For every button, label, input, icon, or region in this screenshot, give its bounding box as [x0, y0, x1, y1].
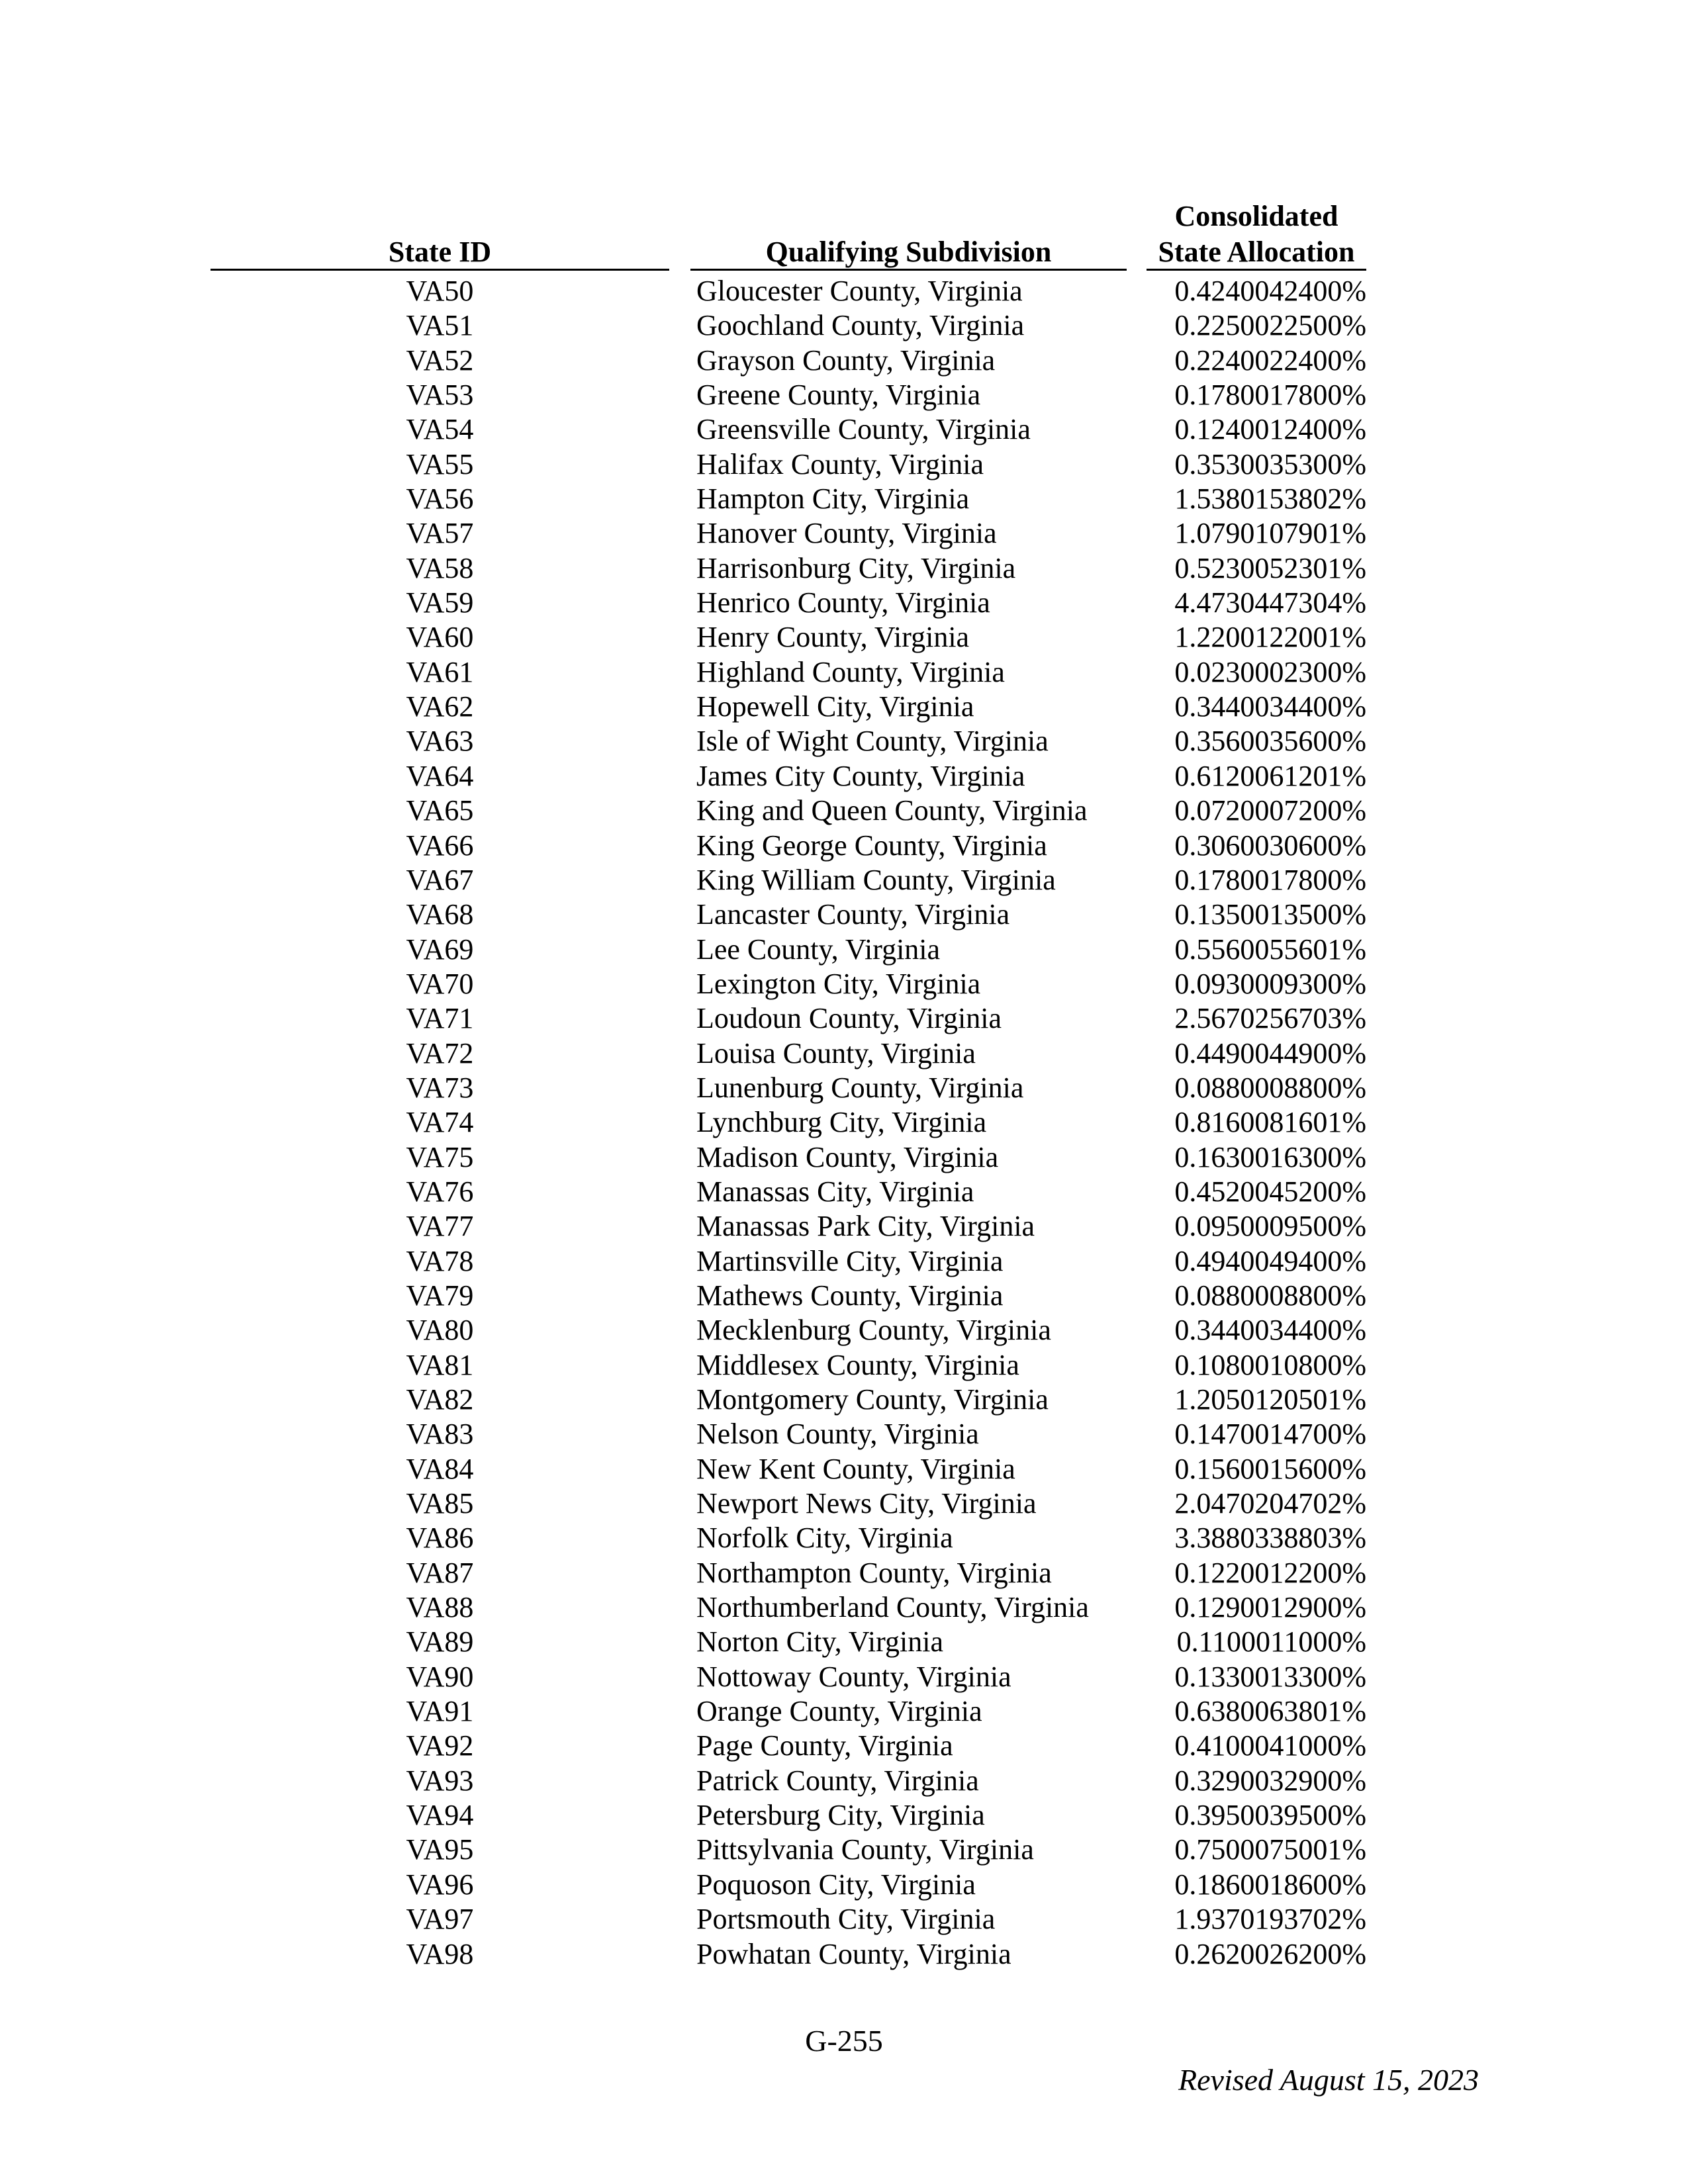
state-id-cell: VA87: [406, 1556, 474, 1589]
state-id-cell: VA59: [406, 586, 474, 619]
state-id-cell: VA86: [406, 1522, 474, 1555]
allocation-cell: 0.0720007200%: [1174, 794, 1366, 827]
table-row: [0, 1313, 1688, 1347]
state-id-cell: VA68: [406, 898, 474, 931]
allocation-cell: 0.1780017800%: [1174, 863, 1366, 896]
allocation-cell: 0.1100011000%: [1176, 1625, 1366, 1659]
state-id-cell: VA65: [406, 794, 474, 827]
allocation-cell: 0.1330013300%: [1174, 1660, 1366, 1693]
allocation-cell: 3.3880338803%: [1174, 1522, 1366, 1555]
allocation-cell: 0.3560035600%: [1174, 725, 1366, 758]
subdivision-cell: Madison County, Virginia: [696, 1140, 999, 1173]
state-id-cell: VA50: [406, 275, 474, 307]
allocation-cell: 4.4730447304%: [1174, 586, 1366, 619]
allocation-cell: 0.1080010800%: [1174, 1348, 1366, 1381]
table-body: [0, 274, 1688, 1972]
table-header: [0, 195, 1688, 274]
subdivision-cell: Lancaster County, Virginia: [696, 898, 1010, 931]
table-row: [0, 1001, 1688, 1036]
header-qualifying-subdivision: [690, 234, 1127, 270]
allocation-cell: 1.2200122001%: [1174, 621, 1366, 654]
allocation-cell: 0.3290032900%: [1174, 1764, 1366, 1797]
allocation-cell: 0.7500075001%: [1174, 1833, 1366, 1866]
subdivision-cell: Mathews County, Virginia: [696, 1279, 1004, 1312]
table-row: [0, 1521, 1688, 1555]
subdivision-cell: Greensville County, Virginia: [696, 413, 1031, 446]
header-rule-allocation: [1147, 269, 1366, 271]
state-id-cell: VA82: [406, 1383, 474, 1416]
header-allocation-line2: State Allocation: [1158, 236, 1355, 268]
state-id-cell: VA71: [406, 1002, 474, 1035]
allocation-cell: 0.3440034400%: [1174, 1314, 1366, 1347]
state-id-cell: VA91: [406, 1695, 474, 1728]
subdivision-cell: Lexington City, Virginia: [696, 967, 981, 1000]
table-row: [0, 1486, 1688, 1521]
allocation-cell: 1.9370193702%: [1174, 1903, 1366, 1936]
subdivision-cell: Pittsylvania County, Virginia: [696, 1833, 1034, 1866]
subdivision-cell: Mecklenburg County, Virginia: [696, 1314, 1051, 1347]
subdivision-cell: King and Queen County, Virginia: [696, 794, 1088, 827]
state-id-cell: VA76: [406, 1175, 474, 1208]
table-row: [0, 343, 1688, 378]
allocation-cell: 0.4490044900%: [1174, 1036, 1366, 1069]
state-id-cell: VA80: [406, 1314, 474, 1347]
allocation-cell: 2.5670256703%: [1174, 1002, 1366, 1035]
allocation-cell: 2.0470204702%: [1174, 1487, 1366, 1520]
state-id-cell: VA77: [406, 1210, 474, 1243]
table-row: [0, 1590, 1688, 1625]
allocation-cell: 0.2620026200%: [1174, 1937, 1366, 1970]
table-row: [0, 1764, 1688, 1798]
table-row: [0, 1833, 1688, 1867]
state-id-cell: VA67: [406, 863, 474, 896]
subdivision-cell: Halifax County, Virginia: [696, 447, 984, 480]
allocation-cell: 0.1470014700%: [1174, 1418, 1366, 1451]
allocation-cell: 0.5230052301%: [1174, 551, 1366, 584]
table-row: [0, 1417, 1688, 1451]
state-id-cell: VA53: [406, 379, 474, 412]
allocation-cell: 0.1860018600%: [1174, 1868, 1366, 1901]
header-rule-subdivision: [690, 269, 1127, 271]
subdivision-cell: Greene County, Virginia: [696, 379, 981, 412]
allocation-cell: 0.3950039500%: [1174, 1799, 1366, 1832]
state-id-cell: VA66: [406, 829, 474, 862]
table-row: [0, 274, 1688, 308]
state-id-cell: VA95: [406, 1833, 474, 1866]
state-id-cell: VA88: [406, 1591, 474, 1624]
subdivision-cell: Petersburg City, Virginia: [696, 1799, 985, 1832]
state-id-cell: VA93: [406, 1764, 474, 1797]
table-row: [0, 863, 1688, 897]
state-id-cell: VA81: [406, 1348, 474, 1381]
allocation-cell: 1.5380153802%: [1174, 482, 1366, 516]
table-row: [0, 1348, 1688, 1383]
table-row: [0, 759, 1688, 794]
allocation-cell: 0.2240022400%: [1174, 343, 1366, 377]
header-state-id: [211, 234, 669, 270]
state-id-cell: VA73: [406, 1071, 474, 1104]
subdivision-cell: Norfolk City, Virginia: [696, 1522, 953, 1555]
allocation-cell: 0.6380063801%: [1174, 1695, 1366, 1728]
table-row: [0, 620, 1688, 655]
table-row: [0, 1244, 1688, 1279]
table-row: [0, 1105, 1688, 1140]
table-row: [0, 933, 1688, 967]
allocation-cell: 0.3440034400%: [1174, 690, 1366, 723]
state-id-cell: VA70: [406, 967, 474, 1000]
state-id-cell: VA85: [406, 1487, 474, 1520]
table-row: [0, 1452, 1688, 1486]
table-row: [0, 1660, 1688, 1694]
table-row: [0, 1625, 1688, 1659]
state-id-cell: VA63: [406, 725, 474, 758]
subdivision-cell: Lunenburg County, Virginia: [696, 1071, 1024, 1104]
subdivision-cell: Lynchburg City, Virginia: [696, 1106, 987, 1139]
state-id-cell: VA92: [406, 1729, 474, 1762]
state-id-cell: VA64: [406, 759, 474, 792]
table-row: [0, 482, 1688, 516]
allocation-cell: 0.4100041000%: [1174, 1729, 1366, 1762]
state-id-cell: VA61: [406, 655, 474, 688]
allocation-cell: 0.1350013500%: [1174, 898, 1366, 931]
header-state-id-label: State ID: [388, 236, 492, 268]
subdivision-cell: Isle of Wight County, Virginia: [696, 725, 1049, 758]
subdivision-cell: Montgomery County, Virginia: [696, 1383, 1049, 1416]
subdivision-cell: King George County, Virginia: [696, 829, 1047, 862]
table-row: [0, 1071, 1688, 1105]
table-row: [0, 447, 1688, 482]
subdivision-cell: Manassas City, Virginia: [696, 1175, 974, 1208]
subdivision-cell: Nelson County, Virginia: [696, 1418, 979, 1451]
subdivision-cell: Hampton City, Virginia: [696, 482, 970, 516]
state-id-cell: VA78: [406, 1244, 474, 1277]
state-id-cell: VA83: [406, 1418, 474, 1451]
table-row: [0, 1902, 1688, 1936]
state-id-cell: VA97: [406, 1903, 474, 1936]
table-row: [0, 586, 1688, 620]
subdivision-cell: Patrick County, Virginia: [696, 1764, 979, 1797]
allocation-cell: 1.0790107901%: [1174, 517, 1366, 550]
allocation-cell: 0.2250022500%: [1174, 309, 1366, 342]
subdivision-cell: Powhatan County, Virginia: [696, 1937, 1011, 1970]
state-id-cell: VA96: [406, 1868, 474, 1901]
allocation-cell: 0.4520045200%: [1174, 1175, 1366, 1208]
state-id-cell: VA79: [406, 1279, 474, 1312]
subdivision-cell: Poquoson City, Virginia: [696, 1868, 976, 1901]
state-id-cell: VA58: [406, 551, 474, 584]
subdivision-cell: Grayson County, Virginia: [696, 343, 996, 377]
table-row: [0, 724, 1688, 758]
state-id-cell: VA75: [406, 1140, 474, 1173]
header-rule-state-id: [211, 269, 669, 271]
table-row: [0, 829, 1688, 863]
table-row: [0, 516, 1688, 551]
subdivision-cell: Portsmouth City, Virginia: [696, 1903, 996, 1936]
subdivision-cell: New Kent County, Virginia: [696, 1452, 1015, 1485]
state-id-cell: VA60: [406, 621, 474, 654]
table-row: [0, 655, 1688, 690]
allocation-cell: 0.1240012400%: [1174, 413, 1366, 446]
table-row: [0, 551, 1688, 586]
state-id-cell: VA94: [406, 1799, 474, 1832]
state-id-cell: VA72: [406, 1036, 474, 1069]
table-row: [0, 1729, 1688, 1763]
state-id-cell: VA57: [406, 517, 474, 550]
allocation-cell: 0.1780017800%: [1174, 379, 1366, 412]
state-id-cell: VA62: [406, 690, 474, 723]
allocation-cell: 0.4240042400%: [1174, 275, 1366, 307]
allocation-cell: 0.6120061201%: [1174, 759, 1366, 792]
subdivision-cell: Louisa County, Virginia: [696, 1036, 976, 1069]
subdivision-cell: Harrisonburg City, Virginia: [696, 551, 1016, 584]
state-id-cell: VA55: [406, 447, 474, 480]
state-id-cell: VA54: [406, 413, 474, 446]
page-number: G-255: [805, 2024, 883, 2058]
state-id-cell: VA98: [406, 1937, 474, 1970]
revision-date: Revised August 15, 2023: [1178, 2063, 1479, 2097]
allocation-cell: 1.2050120501%: [1174, 1383, 1366, 1416]
subdivision-cell: Hopewell City, Virginia: [696, 690, 974, 723]
allocation-cell: 0.4940049400%: [1174, 1244, 1366, 1277]
allocation-cell: 0.1290012900%: [1174, 1591, 1366, 1624]
state-id-cell: VA74: [406, 1106, 474, 1139]
table-row: [0, 1868, 1688, 1902]
allocation-cell: 0.3530035300%: [1174, 447, 1366, 480]
subdivision-cell: Highland County, Virginia: [696, 655, 1005, 688]
allocation-cell: 0.1220012200%: [1174, 1556, 1366, 1589]
subdivision-cell: Loudoun County, Virginia: [696, 1002, 1002, 1035]
allocation-cell: 0.0230002300%: [1174, 655, 1366, 688]
subdivision-cell: Northampton County, Virginia: [696, 1556, 1052, 1589]
table-row: [0, 412, 1688, 447]
subdivision-cell: Lee County, Virginia: [696, 933, 941, 966]
subdivision-cell: James City County, Virginia: [696, 759, 1025, 792]
subdivision-cell: Northumberland County, Virginia: [696, 1591, 1089, 1624]
subdivision-cell: Nottoway County, Virginia: [696, 1660, 1011, 1693]
subdivision-cell: Henrico County, Virginia: [696, 586, 990, 619]
subdivision-cell: Page County, Virginia: [696, 1729, 953, 1762]
allocation-cell: 0.5560055601%: [1174, 933, 1366, 966]
subdivision-cell: Martinsville City, Virginia: [696, 1244, 1004, 1277]
allocation-cell: 0.1630016300%: [1174, 1140, 1366, 1173]
subdivision-cell: Gloucester County, Virginia: [696, 275, 1023, 307]
state-id-cell: VA52: [406, 343, 474, 377]
subdivision-cell: Goochland County, Virginia: [696, 309, 1025, 342]
subdivision-cell: Newport News City, Virginia: [696, 1487, 1037, 1520]
table-row: [0, 1279, 1688, 1313]
state-id-cell: VA84: [406, 1452, 474, 1485]
allocation-cell: 0.8160081601%: [1174, 1106, 1366, 1139]
table-row: [0, 1140, 1688, 1175]
allocation-cell: 0.1560015600%: [1174, 1452, 1366, 1485]
state-id-cell: VA89: [406, 1625, 474, 1659]
subdivision-cell: Henry County, Virginia: [696, 621, 970, 654]
allocation-cell: 0.0930009300%: [1174, 967, 1366, 1000]
subdivision-cell: Middlesex County, Virginia: [696, 1348, 1019, 1381]
table-row: [0, 794, 1688, 828]
subdivision-cell: Orange County, Virginia: [696, 1695, 982, 1728]
subdivision-cell: Hanover County, Virginia: [696, 517, 997, 550]
table-row: [0, 1383, 1688, 1417]
state-id-cell: VA90: [406, 1660, 474, 1693]
table-row: [0, 1694, 1688, 1729]
allocation-cell: 0.0880008800%: [1174, 1279, 1366, 1312]
state-id-cell: VA56: [406, 482, 474, 516]
header-subdivision-label: Qualifying Subdivision: [765, 236, 1052, 268]
header-allocation-line1: Consolidated: [1174, 200, 1338, 232]
header-consolidated-state-allocation: [1147, 199, 1366, 270]
subdivision-cell: Manassas Park City, Virginia: [696, 1210, 1035, 1243]
allocation-cell: 0.3060030600%: [1174, 829, 1366, 862]
state-id-cell: VA51: [406, 309, 474, 342]
table-row: [0, 1036, 1688, 1071]
table-row: [0, 1175, 1688, 1209]
allocation-cell: 0.0950009500%: [1174, 1210, 1366, 1243]
table-row: [0, 1937, 1688, 1972]
subdivision-cell: King William County, Virginia: [696, 863, 1056, 896]
table-row: [0, 690, 1688, 724]
table-row: [0, 308, 1688, 343]
subdivision-cell: Norton City, Virginia: [696, 1625, 943, 1659]
table-row: [0, 378, 1688, 412]
allocation-cell: 0.0880008800%: [1174, 1071, 1366, 1104]
table-row: [0, 1798, 1688, 1833]
state-id-cell: VA69: [406, 933, 474, 966]
table-row: [0, 1556, 1688, 1590]
table-row: [0, 897, 1688, 932]
table-row: [0, 967, 1688, 1001]
table-row: [0, 1209, 1688, 1244]
